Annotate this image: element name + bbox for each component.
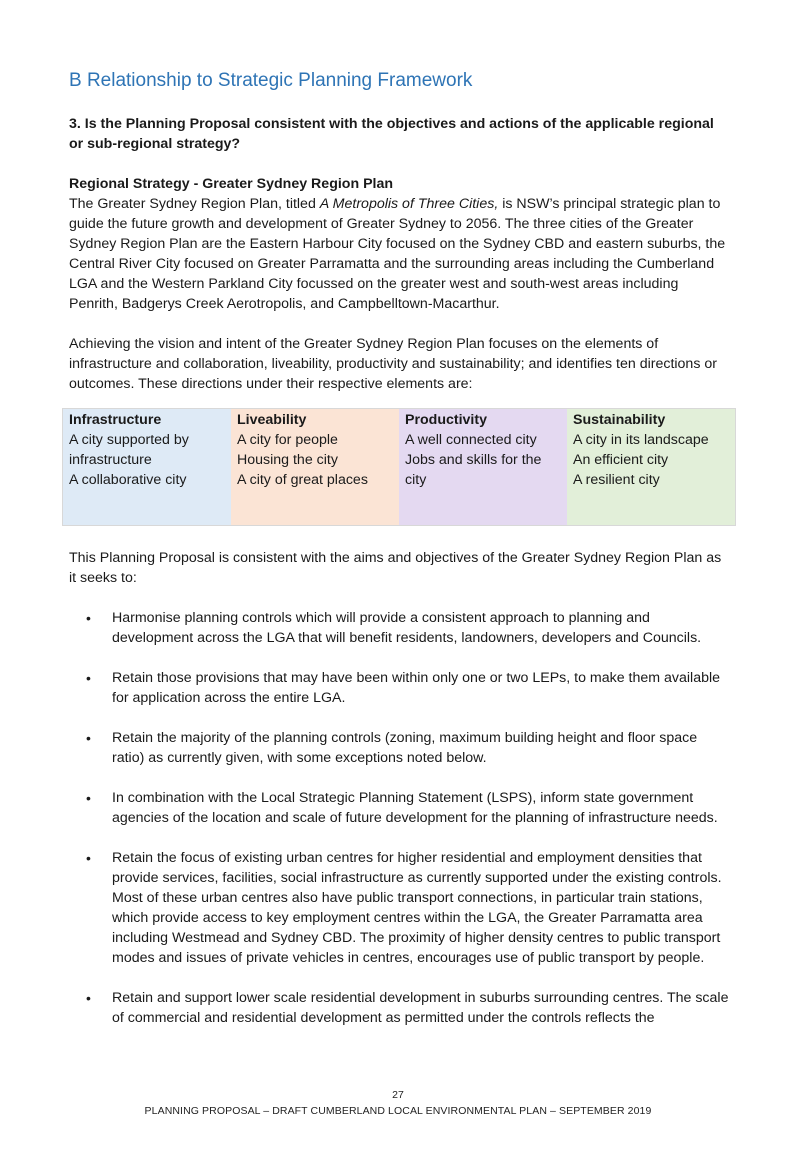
element-heading: Sustainability (573, 412, 666, 428)
vision-paragraph: Achieving the vision and intent of the Greater Sydney Region Plan focuses on the elements of infrastructure and collaboration, liveability, productivity and sustainability; and identifies ten directions or outcomes. These directions under their respective elements are: (69, 336, 717, 392)
aims-bullet-list (69, 608, 731, 1028)
question-heading: 3. Is the Planning Proposal consistent with the objectives and actions of the applicable regional or sub-regional strategy? (69, 116, 714, 152)
list-item (69, 988, 731, 1028)
regional-strategy-heading: Regional Strategy - Greater Sydney Region Plan (69, 176, 394, 192)
element-direction: A city in its landscape (573, 432, 709, 448)
element-column-productivity (399, 409, 567, 525)
list-item-text: Harmonise planning controls which will provide a consistent approach to planning and development across the LGA that will benefit residents, landowners, developers and Councils. (112, 610, 702, 646)
bullet-icon: • (86, 670, 91, 686)
element-heading: Productivity (405, 412, 487, 428)
element-direction: A resilient city (573, 472, 660, 488)
bullet-icon: • (86, 850, 91, 866)
footer-title: PLANNING PROPOSAL – DRAFT CUMBERLAND LOCAL ENVIRONMENTAL PLAN – SEPTEMBER 2019 (144, 1105, 652, 1117)
list-item (69, 848, 731, 968)
intro-paragraph (69, 194, 731, 314)
list-item (69, 728, 731, 768)
plan-title-italic: A Metropolis of Three Cities, (319, 196, 499, 212)
bullet-icon: • (86, 610, 91, 626)
element-direction: A city of great places (237, 472, 368, 488)
consistency-paragraph: This Planning Proposal is consistent with the aims and objectives of the Greater Sydney Region Plan as it seeks to: (69, 550, 722, 586)
element-direction: A well connected city (405, 432, 537, 448)
element-column-sustainability (567, 409, 735, 525)
bullet-icon: • (86, 990, 91, 1006)
bullet-icon: • (86, 730, 91, 746)
bullet-icon: • (86, 790, 91, 806)
list-item-text: In combination with the Local Strategic Planning Statement (LSPS), inform state government agencies of the location and scale of future development for the planning of infrastructure needs. (112, 790, 718, 826)
list-item (69, 608, 731, 648)
page-content (69, 68, 731, 1048)
element-heading: Liveability (237, 412, 307, 428)
list-item (69, 788, 731, 828)
page-number: 27 (392, 1089, 404, 1101)
list-item-text: Retain and support lower scale residential development in suburbs surrounding centres. The scale of commercial and residential development as permitted under the controls reflects the (112, 990, 729, 1026)
element-direction: A city for people (237, 432, 338, 448)
element-direction: Jobs and skills for the city (405, 452, 542, 488)
section-title: B Relationship to Strategic Planning Framework (69, 70, 473, 91)
element-heading: Infrastructure (69, 412, 162, 428)
element-direction: An efficient city (573, 452, 669, 468)
elements-table (62, 408, 736, 526)
list-item-text: Retain the focus of existing urban centres for higher residential and employment densities that provide services, facilities, social infrastructure as currently supported under the existing controls. Most of these urban centres also have public transport connections, in particular train stations, which provide access to key employment centres within the LGA, the Greater Parramatta area including Westmead and Sydney CBD. The proximity of higher density centres to public transport modes and issues of private vehicles in centres, encourages use of public transport by people. (112, 850, 722, 966)
intro-text-start: The Greater Sydney Region Plan, titled (69, 196, 320, 212)
element-direction: Housing the city (237, 452, 338, 468)
list-item-text: Retain the majority of the planning controls (zoning, maximum building height and floor space ratio) as currently given, with some exceptions noted below. (112, 730, 698, 766)
element-column-liveability (231, 409, 399, 525)
list-item-text: Retain those provisions that may have been within only one or two LEPs, to make them available for application across the entire LGA. (112, 670, 721, 706)
element-direction: A city supported by infrastructure (69, 432, 189, 468)
list-item (69, 668, 731, 708)
element-column-infrastructure (63, 409, 231, 525)
element-direction: A collaborative city (69, 472, 187, 488)
intro-text-end: is NSW’s principal strategic plan to guide the future growth and development of Greater Sydney to 2056. The three cities of the Greater Sydney Region Plan are the Eastern Harbour City focused on the Sydney CBD and eastern suburbs, the Central River City focused on Greater Parramatta and the surrounding areas including the Cumberland LGA and the Western Parkland City focussed on the greater west and south-west areas including Penrith, Badgerys Creek Aerotropolis, and Campbelltown-Macarthur. (69, 196, 726, 312)
